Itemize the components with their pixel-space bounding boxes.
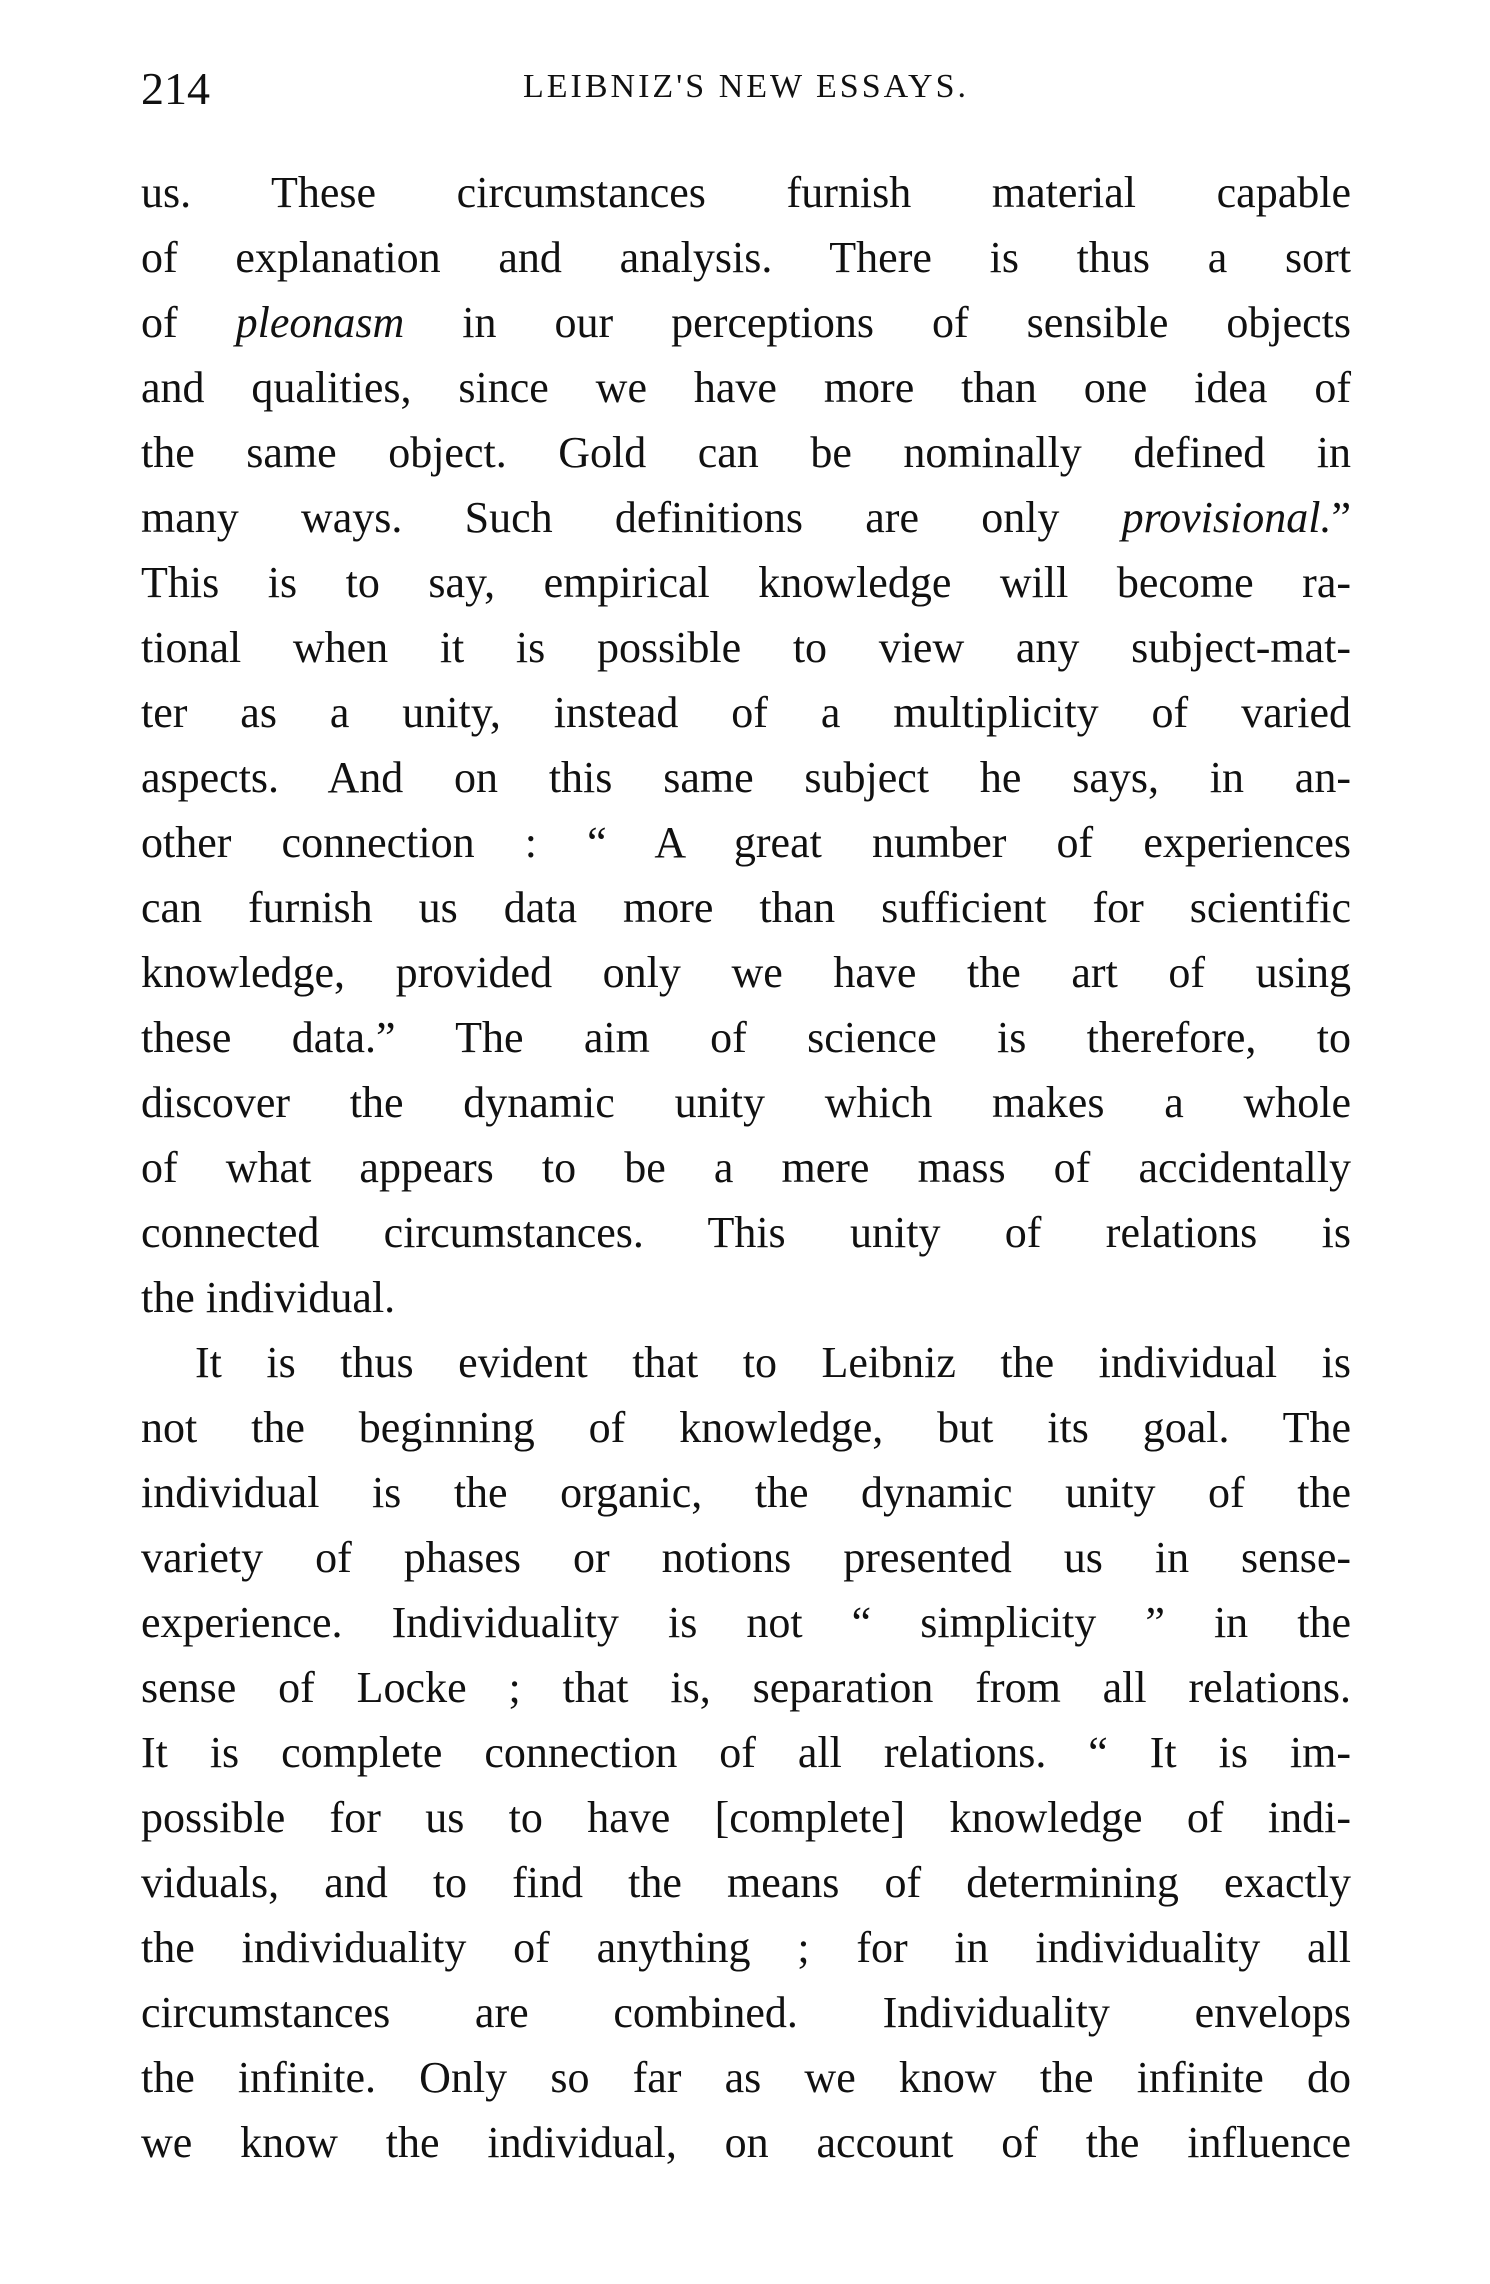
text-line bbox=[141, 290, 1351, 355]
text-segment: other connection : “ A great number of experiences bbox=[141, 818, 1351, 867]
text-line bbox=[141, 1265, 1351, 1330]
text-line bbox=[141, 680, 1351, 745]
text-line bbox=[141, 485, 1351, 550]
line-text bbox=[141, 753, 1351, 802]
text-segment: experience. Individuality is not “ simplicity ” in the bbox=[141, 1598, 1351, 1647]
text-segment: aspects. And on this same subject he says, in an- bbox=[141, 753, 1351, 802]
line-text bbox=[141, 883, 1351, 932]
line-text bbox=[141, 1793, 1351, 1842]
text-segment: in our perceptions of sensible objects bbox=[404, 298, 1351, 347]
text-segment: of what appears to be a mere mass of accidentally bbox=[141, 1143, 1351, 1192]
text-segment: circumstances are combined. Individuality envelops bbox=[141, 1988, 1351, 2037]
text-segment: ter as a unity, instead of a multiplicity of varied bbox=[141, 688, 1351, 737]
text-segment: us. These circumstances furnish material capable bbox=[141, 168, 1351, 217]
text-line bbox=[141, 1005, 1351, 1070]
line-text bbox=[141, 168, 1351, 217]
line-text bbox=[141, 1403, 1351, 1452]
text-line bbox=[141, 355, 1351, 420]
text-segment: not the beginning of knowledge, but its goal. The bbox=[141, 1403, 1351, 1452]
page-header bbox=[141, 62, 1351, 122]
text-line bbox=[141, 745, 1351, 810]
text-line bbox=[141, 1330, 1351, 1395]
text-segment: of explanation and analysis. There is thus a sort bbox=[141, 233, 1351, 282]
line-text bbox=[141, 428, 1351, 477]
text-segment: It is thus evident that to Leibniz the individual is bbox=[195, 1338, 1351, 1387]
line-text bbox=[141, 1988, 1351, 2037]
text-segment: the individuality of anything ; for in individuality all bbox=[141, 1923, 1351, 1972]
line-text bbox=[141, 493, 1351, 542]
text-line bbox=[141, 550, 1351, 615]
line-text bbox=[141, 233, 1351, 282]
text-segment: these data.” The aim of science is therefore, to bbox=[141, 1013, 1351, 1062]
line-text bbox=[141, 1728, 1351, 1777]
text-line bbox=[141, 615, 1351, 680]
text-line bbox=[141, 1460, 1351, 1525]
line-text bbox=[141, 1468, 1351, 1517]
line-text bbox=[141, 623, 1351, 672]
text-segment: and qualities, since we have more than one idea of bbox=[141, 363, 1351, 412]
line-text bbox=[141, 1533, 1351, 1582]
line-text bbox=[141, 298, 1351, 347]
italic-text: provisional. bbox=[1121, 493, 1332, 542]
text-segment: possible for us to have [complete] knowledge of indi- bbox=[141, 1793, 1351, 1842]
text-segment: sense of Locke ; that is, separation from all relations. bbox=[141, 1663, 1351, 1712]
text-line bbox=[141, 225, 1351, 290]
body-text bbox=[141, 160, 1351, 2175]
text-line bbox=[141, 1590, 1351, 1655]
text-segment: the same object. Gold can be nominally defined in bbox=[141, 428, 1351, 477]
text-segment: of bbox=[141, 298, 236, 347]
text-line bbox=[141, 1655, 1351, 1720]
text-line bbox=[141, 1200, 1351, 1265]
text-line bbox=[141, 2045, 1351, 2110]
text-line bbox=[141, 1850, 1351, 1915]
line-text bbox=[141, 1858, 1351, 1907]
line-text bbox=[141, 558, 1351, 607]
running-title: LEIBNIZ'S NEW ESSAYS. bbox=[523, 68, 969, 105]
line-text bbox=[141, 818, 1351, 867]
text-segment: variety of phases or notions presented us in sense- bbox=[141, 1533, 1351, 1582]
line-text bbox=[141, 688, 1351, 737]
text-line bbox=[141, 2110, 1351, 2175]
text-segment: This is to say, empirical knowledge will become ra- bbox=[141, 558, 1351, 607]
text-segment: knowledge, provided only we have the art of using bbox=[141, 948, 1351, 997]
text-segment: individual is the organic, the dynamic unity of the bbox=[141, 1468, 1351, 1517]
text-segment: discover the dynamic unity which makes a whole bbox=[141, 1078, 1351, 1127]
line-text bbox=[141, 1663, 1351, 1712]
page-number: 214 bbox=[141, 63, 210, 114]
text-segment: It is complete connection of all relations. “ It is im- bbox=[141, 1728, 1351, 1777]
text-segment: viduals, and to find the means of determining exactly bbox=[141, 1858, 1351, 1907]
text-line bbox=[141, 1785, 1351, 1850]
text-segment: we know the individual, on account of the influence bbox=[141, 2118, 1351, 2167]
line-text bbox=[195, 1338, 1351, 1387]
line-text bbox=[141, 1208, 1351, 1257]
text-line bbox=[141, 1525, 1351, 1590]
text-line bbox=[141, 1915, 1351, 1980]
text-segment: the individual. bbox=[141, 1273, 396, 1322]
text-segment: the infinite. Only so far as we know the infinite do bbox=[141, 2053, 1351, 2102]
text-line bbox=[141, 940, 1351, 1005]
text-line bbox=[141, 1720, 1351, 1785]
line-text bbox=[141, 948, 1351, 997]
line-text bbox=[141, 363, 1351, 412]
text-line bbox=[141, 810, 1351, 875]
text-line bbox=[141, 875, 1351, 940]
line-text bbox=[141, 1078, 1351, 1127]
text-line bbox=[141, 1395, 1351, 1460]
line-text bbox=[141, 2053, 1351, 2102]
text-segment: connected circumstances. This unity of relations is bbox=[141, 1208, 1351, 1257]
text-segment: many ways. Such definitions are only bbox=[141, 493, 1122, 542]
line-text bbox=[141, 1923, 1351, 1972]
text-line bbox=[141, 420, 1351, 485]
text-line bbox=[141, 1135, 1351, 1200]
text-segment: ” bbox=[1331, 493, 1351, 542]
line-text bbox=[141, 1598, 1351, 1647]
text-line bbox=[141, 1070, 1351, 1135]
line-text bbox=[141, 1273, 395, 1322]
line-text bbox=[141, 1013, 1351, 1062]
line-text bbox=[141, 2118, 1351, 2167]
italic-text: pleonasm bbox=[235, 298, 405, 347]
line-text bbox=[141, 1143, 1351, 1192]
text-segment: can furnish us data more than sufficient for scientific bbox=[141, 883, 1351, 932]
text-segment: tional when it is possible to view any subject-mat- bbox=[141, 623, 1351, 672]
text-line bbox=[141, 1980, 1351, 2045]
text-line bbox=[141, 160, 1351, 225]
